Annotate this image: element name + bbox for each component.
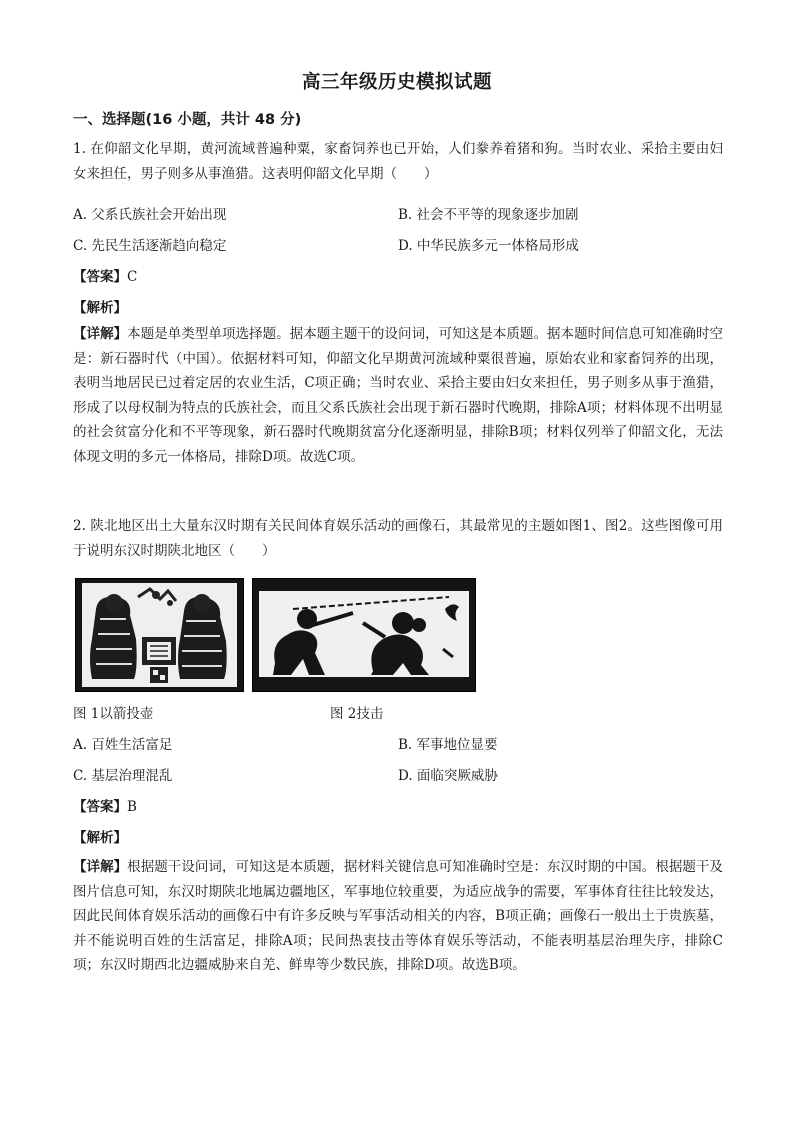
q1-option-a: A. 父系氏族社会开始出现 [73, 207, 227, 223]
q1-answer-value: C [127, 269, 138, 285]
figure-2-image [252, 578, 476, 692]
q2-option-c: C. 基层治理混乱 [73, 768, 173, 784]
q2-detail [73, 855, 723, 978]
q2-option-a: A. 百姓生活富足 [73, 737, 173, 753]
q1-detail-text: 本题是单类型单项选择题。据本题主题干的设问词，可知这是本质题。据本题时间信息可知准确时空是：新石器时代（中国）。依据材料可知，仰韶文化早期黄河流域种粟很普遍，原始农业和家畜饲养的出现，表明当地居民已过着定居的农业生活，C项正确；当时农业、采拾主要由妇女来担任，男子则多从事于渔猎，形成了以母权制为特点的氏族社会，而且父系氏族社会出现于新石器时代晚期，排除A项；材料体现不出明显的社会贫富分化和不平等现象，新石器时代晚期贫富分化逐渐明显，排除B项；材料仅列举了仰韶文化，无法体现文明的多元一体格局，排除D项。故选C项。 [73, 326, 724, 465]
q2-answer-value: B [127, 799, 137, 815]
q1-answer-label: 【答案】 [73, 269, 127, 285]
q2-answer [73, 795, 137, 815]
q1-detail-label: 【详解】 [73, 326, 128, 342]
q1-detail [73, 322, 723, 469]
page-title: 高三年级历史模拟试题 [301, 72, 492, 93]
figure-2-rubbing-illustration [253, 579, 475, 691]
q1-option-b: B. 社会不平等的现象逐步加剧 [398, 207, 579, 223]
q1-answer [73, 265, 137, 285]
question-2-stem: 2. 陕北地区出土大量东汉时期有关民间体育娱乐活动的画像石，其最常见的主题如图1、图2。这些图像可用于说明东汉时期陕北地区（ ） [73, 518, 723, 559]
q1-analysis-label: 【解析】 [73, 300, 127, 316]
q2-analysis-label: 【解析】 [73, 830, 127, 846]
q2-detail-label: 【详解】 [73, 859, 128, 875]
figure-1-image [75, 578, 244, 692]
figure-1-caption: 图 1以箭投壶 [73, 706, 154, 722]
figure-1-rubbing-illustration [76, 579, 243, 691]
section-heading: 一、选择题(16 小题，共计 48 分) [73, 112, 302, 128]
q2-option-b: B. 军事地位显要 [398, 737, 498, 753]
q2-answer-label: 【答案】 [73, 799, 127, 815]
q1-option-c: C. 先民生活逐渐趋向稳定 [73, 238, 227, 254]
figure-2-caption: 图 2技击 [330, 706, 384, 722]
q2-option-d: D. 面临突厥威胁 [398, 768, 498, 784]
q2-detail-text: 根据题干设问词，可知这是本质题，据材料关键信息可知准确时空是：东汉时期的中国。根据题干及图片信息可知，东汉时期陕北地属边疆地区，军事地位较重要，为适应战争的需要，军事体育往往比较发达，因此民间体育娱乐活动的画像石中有许多反映与军事活动相关的内容，B项正确；画像石一般出土于贵族墓，并不能说明百姓的生活富足，排除A项；民间热衷技击等体育娱乐等活动，不能表明基层治理失序，排除C项；东汉时期西北边疆威胁来自羌、鲜卑等少数民族，排除D项。故选B项。 [73, 859, 724, 973]
question-1-stem: 1. 在仰韶文化早期，黄河流域普遍种粟，家畜饲养也已开始，人们豢养着猪和狗。当时农业、采拾主要由妇女来担任，男子则多从事渔猎。这表明仰韶文化早期（ ） [73, 141, 723, 182]
q1-option-d: D. 中华民族多元一体格局形成 [398, 238, 579, 254]
